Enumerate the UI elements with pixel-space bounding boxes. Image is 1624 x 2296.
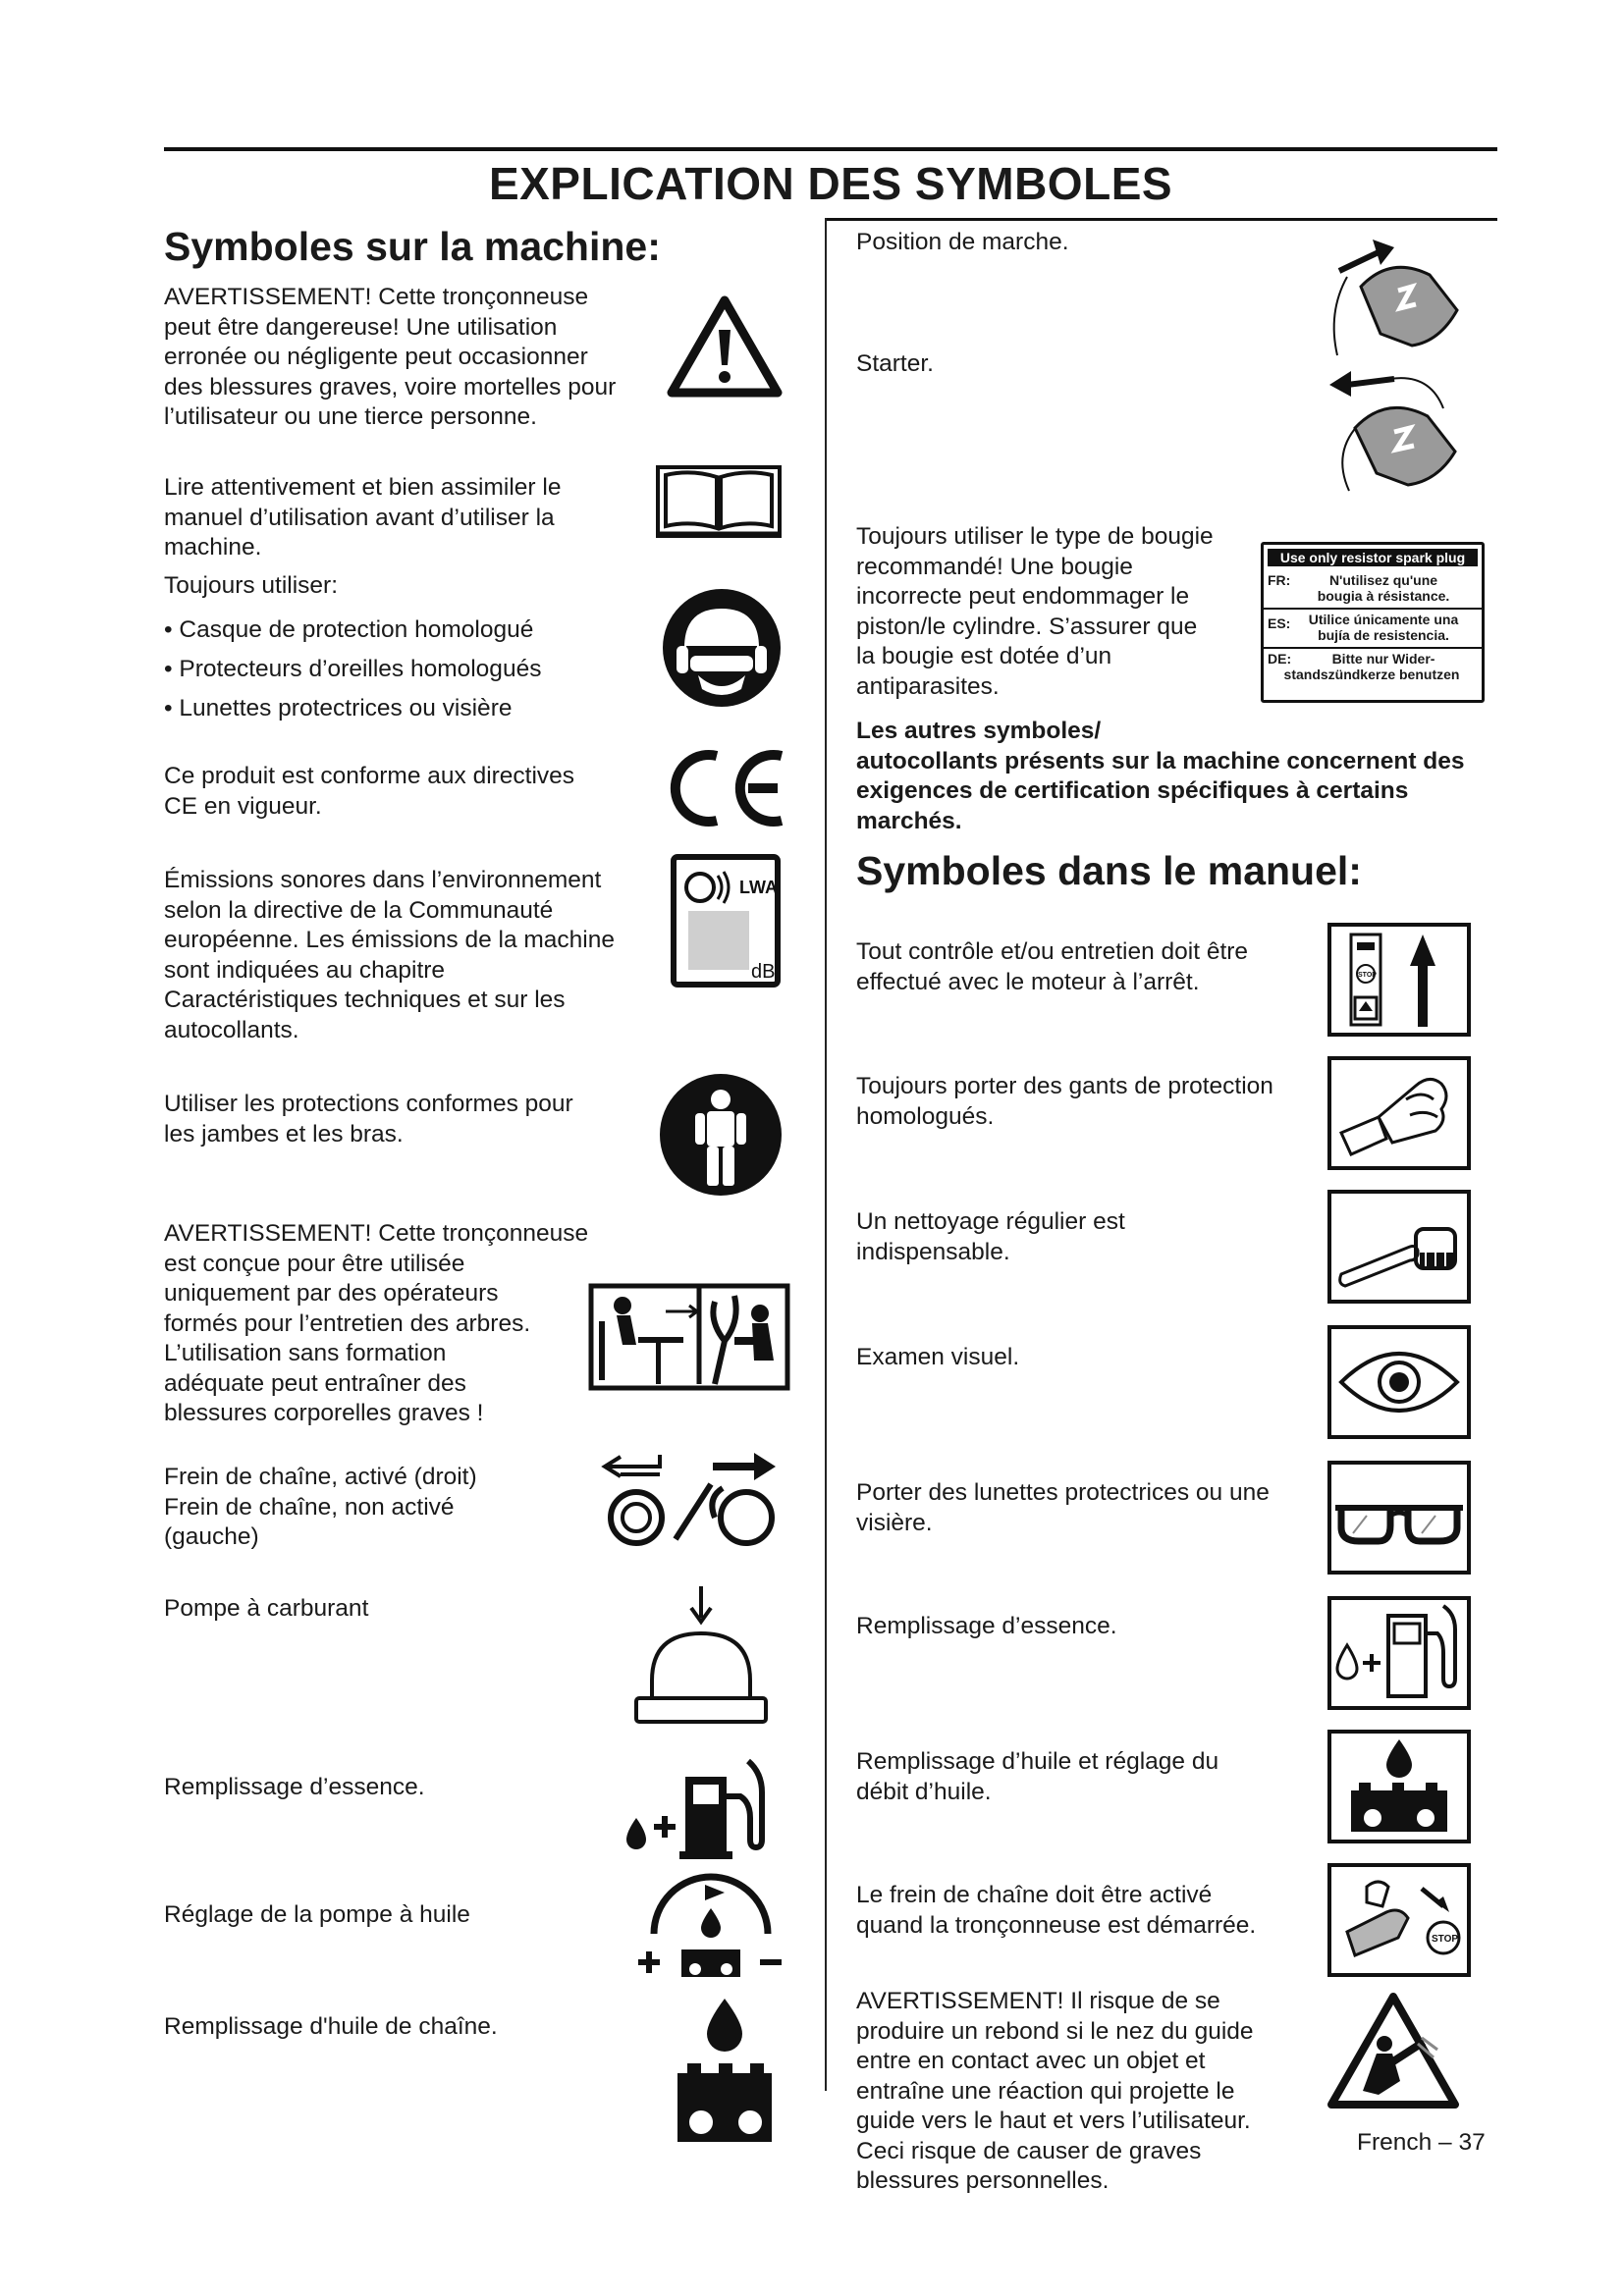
head-protection-icon	[661, 587, 783, 709]
starter-choke-icon	[1322, 363, 1467, 495]
starter-text: Starter.	[856, 350, 934, 377]
noise-lwa-label: LWA	[739, 878, 778, 897]
header-rule-top	[164, 147, 1497, 151]
ce-text: Ce produit est conforme aux directives CE en vigueur.	[164, 763, 575, 820]
kickback-warning-text: AVERTISSEMENT! Il risque de se produire un rebond si le nez du guide entre en contact avec un objet et entraîne une réaction qui projette le guide vers le haut et vers l’utilisateur. Ceci risque de causer de graves blessures personnelles.	[856, 1988, 1254, 2194]
ppe-list: • Casque de protection homologué • Protecteurs d’oreilles homologués • Lunettes protectrices ou visière	[164, 616, 542, 721]
control-stopped-text: Tout contrôle et/ou entretien doit être effectué avec le moteur à l’arrêt.	[856, 938, 1249, 995]
visual-check-eye-icon	[1327, 1325, 1471, 1439]
fuel-fill-icon	[623, 1753, 784, 1863]
oil-fill-chain-icon	[1327, 1730, 1471, 1843]
warning-triangle-icon	[666, 294, 784, 400]
legs-arms-text: Utiliser les protections conformes pour les jambes et les bras.	[164, 1091, 573, 1148]
body-protection-icon	[658, 1072, 784, 1198]
run-position-icon	[1322, 228, 1467, 359]
brake-stop-label: STOP	[1432, 1934, 1459, 1945]
warning-saw-text: AVERTISSEMENT! Cette tronçonneuse peut être dangereuse! Une utilisation erronée ou négligente peut occasionner des blessures graves, voire mortelles pour l’utilisateur ou une tierce personne.	[164, 284, 617, 430]
other-symbols-note: Les autres symboles/ autocollants présents sur la machine concernent des exigences de certification spécifiques à certains marchés.	[856, 718, 1465, 834]
ce-mark-icon	[666, 746, 787, 830]
chain-brake-text: Frein de chaîne, activé (droit) Frein de chaîne, non activé (gauche)	[164, 1464, 477, 1550]
spark-label-es: ES: Utilice únicamente una bujía de resistencia.	[1264, 610, 1482, 649]
chain-oil-text: Remplissage d'huile de chaîne.	[164, 2013, 498, 2040]
gloves-text: Toujours porter des gants de protection homologués.	[856, 1073, 1273, 1130]
spark-label-fr: FR: N'utilisez qu'une bougia à résistance.	[1264, 570, 1482, 610]
chain-brake-icon	[601, 1449, 784, 1551]
visual-check-text: Examen visuel.	[856, 1344, 1020, 1370]
safety-glasses-icon	[1327, 1461, 1471, 1575]
brake-start-icon	[1327, 1863, 1471, 1977]
fuel-fill-outline-icon	[1327, 1596, 1471, 1710]
noise-text: Émissions sonores dans l’environnement selon la directive de la Communauté européenne. Les émissions de la machine sont indiquées au chapitre Caractéristiques techniques et sur les autocollants.	[164, 867, 615, 1043]
fuel-fill-text-left: Remplissage d’essence.	[164, 1774, 425, 1800]
fuel-pump-text: Pompe à carburant	[164, 1595, 369, 1622]
chain-oil-icon	[668, 1995, 782, 2152]
run-position-text: Position de marche.	[856, 229, 1069, 255]
gloves-icon	[1327, 1056, 1471, 1170]
kickback-warning-icon	[1327, 1993, 1459, 2109]
oil-fill-text: Remplissage d’huile et réglage du débit d’huile.	[856, 1748, 1219, 1805]
fuel-pump-bulb-icon	[632, 1582, 770, 1728]
page-title: EXPLICATION DES SYMBOLES	[488, 158, 1173, 209]
warning-trained-text: AVERTISSEMENT! Cette tronçonneuse est conçue pour être utilisée uniquement par des opérateurs formés pour l’entretien des arbres. L’utilisation sans formation adéquate peut entraîner des blessures corporelles graves !	[164, 1220, 589, 1426]
cleaning-brush-icon	[1327, 1190, 1471, 1304]
oil-pump-text: Réglage de la pompe à huile	[164, 1901, 470, 1928]
spark-plug-text: Toujours utiliser le type de bougie recommandé! Une bougie incorrecte peut endommager le piston/le cylindre. S’assurer que la bougie est dotée d’un antiparasites.	[856, 523, 1214, 700]
glasses-text: Porter des lunettes protectrices ou une visière.	[856, 1479, 1270, 1536]
section-title-machine: Symboles sur la machine:	[164, 224, 661, 269]
stop-label: STOP	[1358, 972, 1377, 979]
fuel-fill-text-right: Remplissage d’essence.	[856, 1613, 1117, 1639]
column-separator	[825, 218, 827, 2091]
brake-start-text: Le frein de chaîne doit être activé quand la tronçonneuse est démarrée.	[856, 1882, 1257, 1939]
trained-operator-icon	[587, 1282, 791, 1392]
noise-db-label: dB	[751, 961, 776, 983]
read-manual-text: Lire attentivement et bien assimiler le manuel d’utilisation avant d’utiliser la machine.	[164, 474, 562, 561]
open-book-icon	[656, 461, 782, 540]
oil-pump-adjust-icon	[636, 1879, 785, 1981]
cleaning-text: Un nettoyage régulier est indispensable.	[856, 1208, 1125, 1265]
section-title-manual: Symboles dans le manuel:	[856, 848, 1362, 893]
header-rule-bottom	[825, 218, 1497, 221]
spark-label-title: Use only resistor spark plug	[1268, 549, 1478, 566]
page-number: French – 37	[1357, 2129, 1486, 2156]
always-use-text: Toujours utiliser:	[164, 572, 339, 599]
spark-label-de: DE: Bitte nur Wider- standszündkerze benutzen	[1268, 651, 1460, 682]
noise-emission-icon	[671, 854, 781, 988]
engine-stopped-icon	[1327, 923, 1471, 1037]
spark-plug-label	[1261, 542, 1485, 703]
